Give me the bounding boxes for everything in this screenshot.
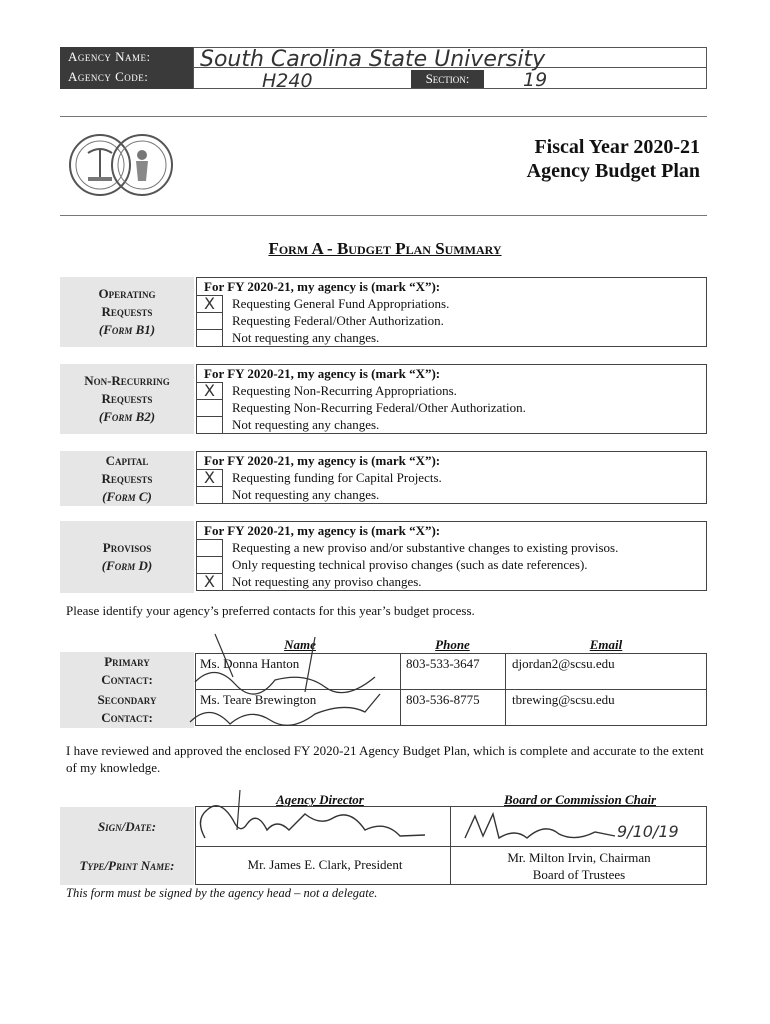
- section-heading: For FY 2020-21, my agency is (mark “X”):: [204, 523, 441, 538]
- option-checkbox[interactable]: [197, 556, 223, 573]
- secondary-phone[interactable]: 803-536-8775: [406, 692, 480, 707]
- option-row: [197, 312, 706, 329]
- option-row: [197, 382, 706, 399]
- email-header: Email: [589, 637, 623, 652]
- option-label: Requesting Non-Recurring Federal/Other Authorization.: [232, 400, 526, 415]
- option-checkbox[interactable]: [197, 539, 223, 556]
- section-label-0: [60, 277, 194, 347]
- section-form-ref: (Form C): [102, 488, 152, 504]
- option-row: [197, 295, 706, 312]
- section-label-line: Capital: [105, 452, 149, 468]
- form-title-text: Form A - Budget Plan Summary: [268, 239, 502, 258]
- option-checkbox[interactable]: [197, 486, 223, 503]
- option-label: Requesting Non-Recurring Appropriations.: [232, 383, 457, 398]
- option-label: Only requesting technical proviso changes (such as date references).: [232, 557, 588, 572]
- director-name[interactable]: Mr. James E. Clark, President: [247, 857, 403, 872]
- sign-date-label: Sign/Date:: [97, 818, 157, 834]
- option-label: Not requesting any changes.: [232, 487, 380, 502]
- state-seal-icon: [66, 117, 174, 213]
- section-label-line: Requests: [101, 470, 153, 486]
- agency-labels: [60, 47, 193, 89]
- primary-email[interactable]: djordan2@scsu.edu: [512, 656, 615, 671]
- footnote: This form must be signed by the agency head – not a delegate.: [66, 886, 378, 900]
- section-label-line: Provisos: [102, 540, 152, 555]
- section-form-ref: (Form D): [101, 558, 153, 573]
- signature-labels: [60, 807, 194, 885]
- chair-name[interactable]: [451, 849, 707, 883]
- option-checkbox[interactable]: X: [197, 469, 223, 486]
- section-label-line: Operating: [98, 286, 156, 301]
- option-label: Not requesting any changes.: [232, 417, 380, 432]
- section-label-1: [60, 364, 194, 434]
- name-header: Name: [284, 637, 316, 652]
- option-label: Not requesting any changes.: [232, 330, 380, 345]
- secondary-name[interactable]: Ms. Teare Brewington: [200, 692, 317, 707]
- chair-name-line-1: Mr. Milton Irvin, Chairman: [507, 850, 651, 865]
- section-label: Section:: [411, 70, 484, 88]
- option-checkbox[interactable]: [197, 329, 223, 346]
- review-statement: I have reviewed and approved the enclosed FY 2020-21 Agency Budget Plan, which is complete and accurate to the extent of my knowledge.: [66, 743, 704, 775]
- contact-labels: [60, 652, 194, 728]
- agency-name-value[interactable]: South Carolina State University: [200, 47, 546, 72]
- option-checkbox[interactable]: X: [197, 295, 223, 312]
- title-line-2: Agency Budget Plan: [526, 160, 700, 182]
- option-row: [197, 399, 706, 416]
- option-row: [197, 556, 706, 573]
- contacts-intro: Please identify your agency’s preferred contacts for this year’s budget process.: [66, 603, 475, 618]
- chair-name-line-2: Board of Trustees: [532, 867, 626, 882]
- section-form-ref: (Form B1): [98, 322, 156, 337]
- chair-sign-date[interactable]: 9/10/19: [617, 822, 679, 841]
- option-row: [197, 329, 706, 346]
- option-label: Requesting funding for Capital Projects.: [232, 470, 442, 485]
- section-options-box: [196, 521, 707, 591]
- secondary-email[interactable]: tbrewing@scsu.edu: [512, 692, 615, 707]
- option-row: [197, 416, 706, 433]
- type-print-label: Type/Print Name:: [79, 857, 175, 873]
- section-label-2: [60, 451, 194, 506]
- option-checkbox[interactable]: [197, 416, 223, 433]
- agency-code-value[interactable]: H240: [262, 70, 313, 92]
- option-label: Requesting General Fund Appropriations.: [232, 296, 450, 311]
- section-heading: For FY 2020-21, my agency is (mark “X”):: [204, 366, 441, 381]
- option-row: [197, 539, 706, 556]
- primary-name[interactable]: Ms. Donna Hanton: [200, 656, 300, 671]
- section-value[interactable]: 19: [523, 69, 548, 91]
- seal-divider: [60, 215, 707, 216]
- agency-name-label: Agency Name:: [68, 49, 151, 64]
- section-options-box: [196, 364, 707, 434]
- phone-header: Phone: [435, 637, 470, 652]
- option-label: Not requesting any proviso changes.: [232, 574, 422, 589]
- agency-director-header: Agency Director: [276, 792, 364, 807]
- contact-signature-scribble-icon: [175, 632, 405, 742]
- fiscal-year-title: [527, 135, 700, 183]
- option-checkbox[interactable]: X: [197, 382, 223, 399]
- section-label-line: Non-Recurring: [84, 373, 170, 388]
- section-label-line: Requests: [101, 304, 153, 319]
- section-heading: For FY 2020-21, my agency is (mark “X”):: [204, 279, 441, 294]
- section-options-box: [196, 451, 707, 504]
- section-label-line: Requests: [101, 391, 153, 406]
- title-line-1: Fiscal Year 2020-21: [534, 136, 700, 158]
- option-row: [197, 486, 706, 503]
- section-options-box: [196, 277, 707, 347]
- secondary-label: Secondary Contact:: [97, 692, 157, 725]
- form-title: [0, 239, 770, 259]
- agency-code-label: Agency Code:: [68, 69, 149, 84]
- section-label-3: [60, 521, 194, 593]
- section-heading: For FY 2020-21, my agency is (mark “X”):: [204, 453, 441, 468]
- primary-label: Primary Contact:: [101, 654, 153, 687]
- option-checkbox[interactable]: [197, 399, 223, 416]
- section-form-ref: (Form B2): [98, 409, 156, 424]
- option-label: Requesting Federal/Other Authorization.: [232, 313, 444, 328]
- director-signature-icon[interactable]: [185, 790, 450, 850]
- option-label: Requesting a new proviso and/or substantive changes to existing provisos.: [232, 540, 619, 555]
- option-row: [197, 469, 706, 486]
- board-chair-header: Board or Commission Chair: [503, 792, 657, 807]
- option-row: [197, 573, 706, 590]
- primary-phone[interactable]: 803-533-3647: [406, 656, 480, 671]
- option-checkbox[interactable]: [197, 312, 223, 329]
- option-checkbox[interactable]: X: [197, 573, 223, 590]
